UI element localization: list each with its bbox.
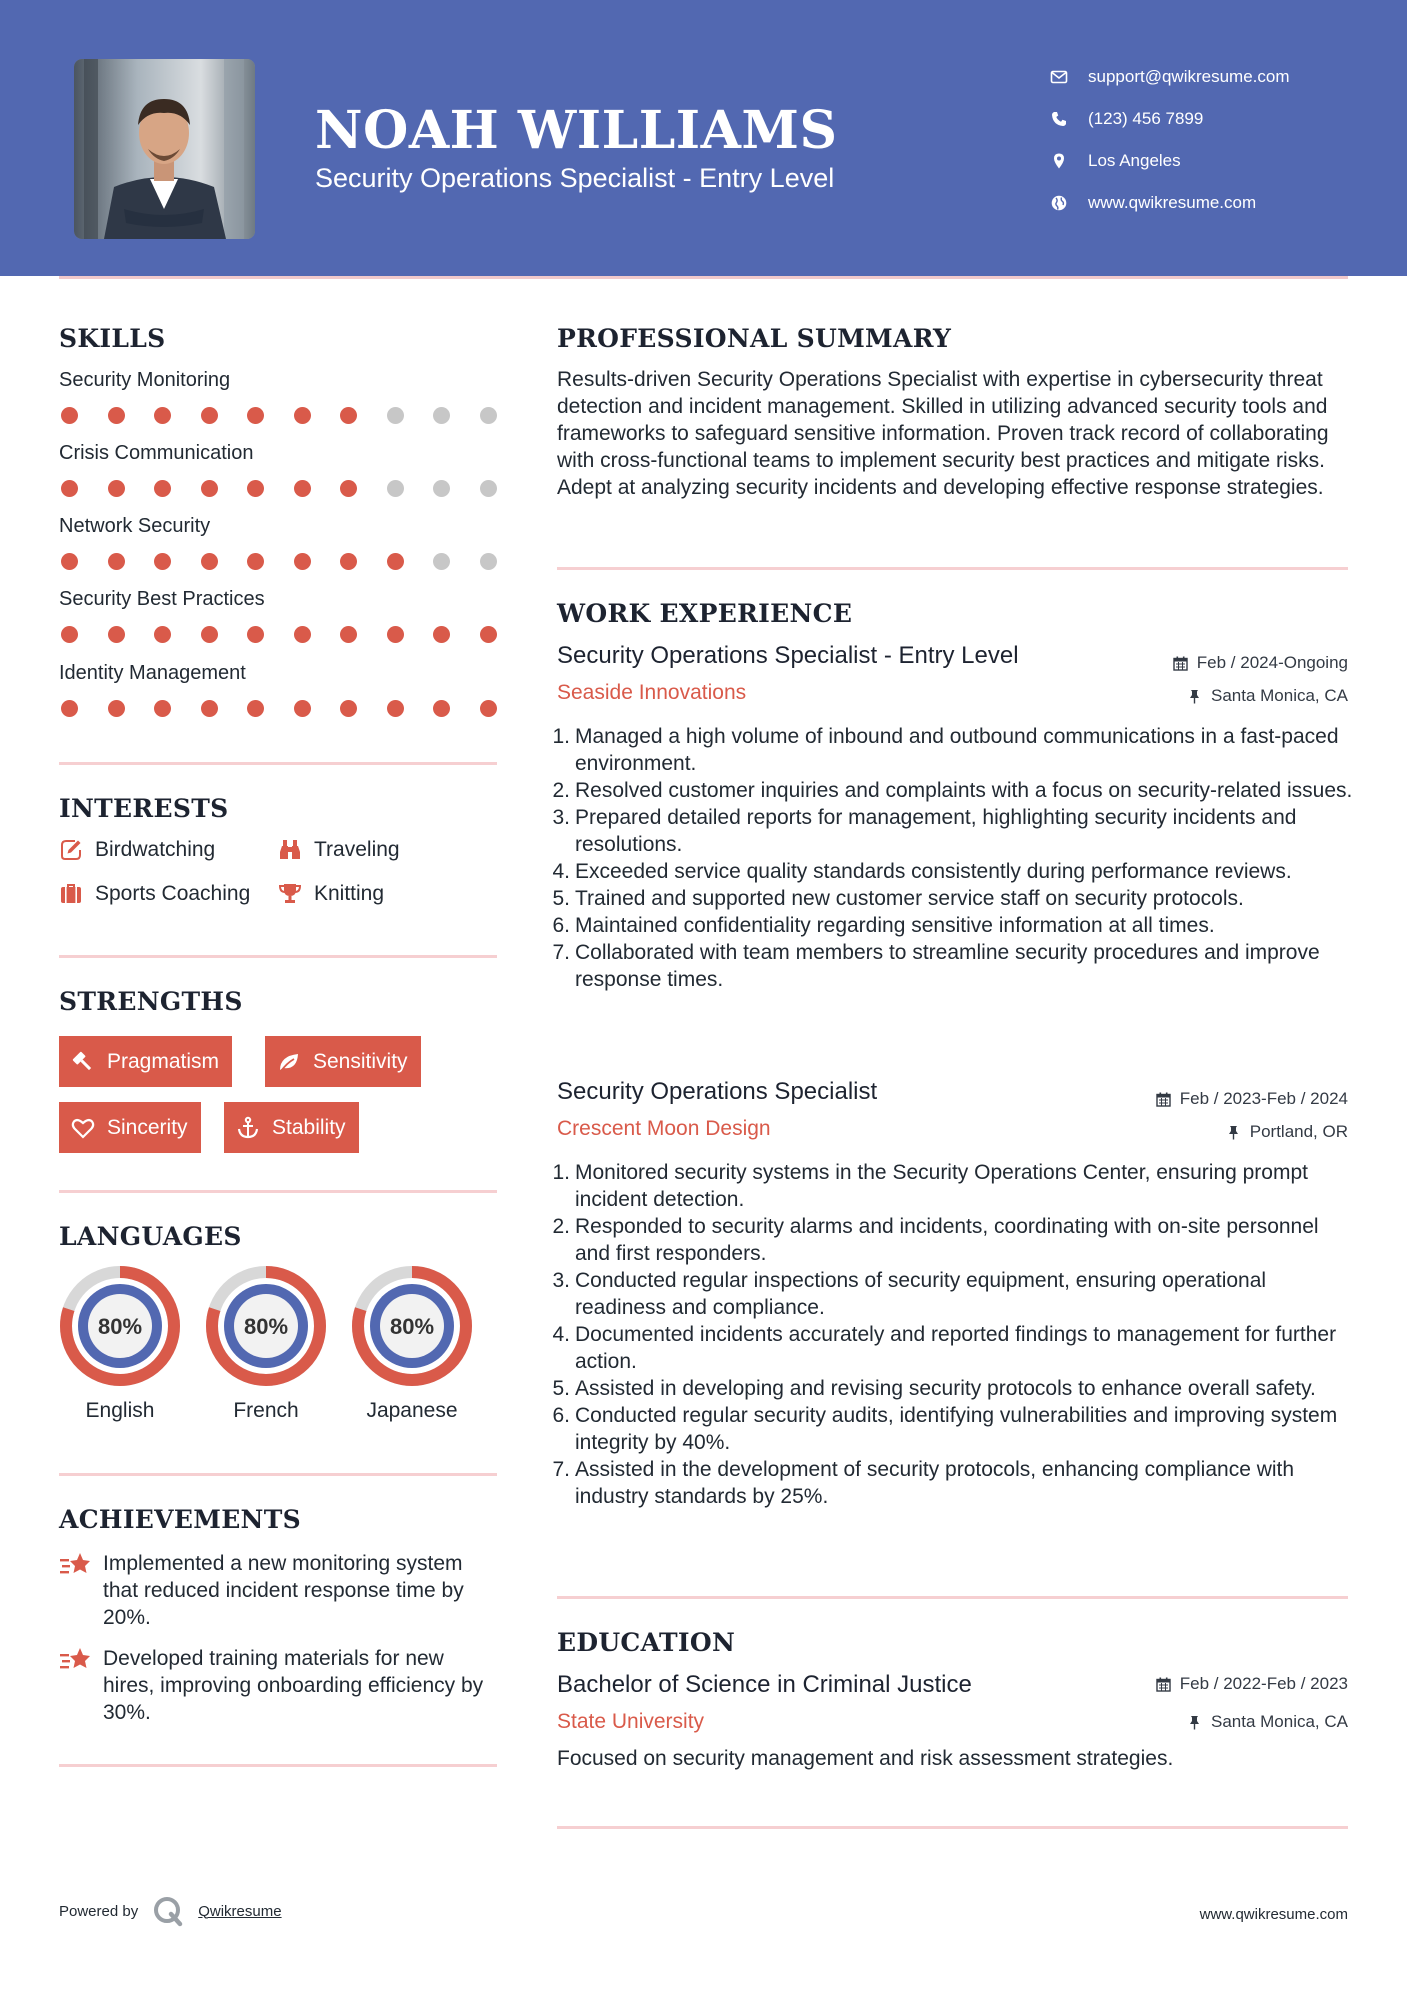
job-bullet: 7. Assisted in the development of security protocols, enhancing compliance with industry standards by 25%. xyxy=(552,1458,1295,1508)
company-name: Crescent Moon Design xyxy=(557,1117,771,1140)
rating-dot-empty xyxy=(480,553,497,570)
language-item xyxy=(59,1265,181,1423)
calendar-icon xyxy=(1173,656,1188,671)
skill-rating xyxy=(59,700,499,717)
edit-icon xyxy=(59,838,83,862)
job-bullet: 6. Conducted regular security audits, identifying vulnerabilities and improving system integrity by 40%. xyxy=(552,1404,1338,1454)
rating-dot-filled xyxy=(247,407,264,424)
language-name: English xyxy=(85,1399,155,1422)
rating-dot-filled xyxy=(247,553,264,570)
achievement-item xyxy=(59,1645,499,1726)
skill-item xyxy=(59,442,499,497)
rating-dot-filled xyxy=(61,407,78,424)
shooting-star-icon xyxy=(59,1550,93,1580)
rating-dot-empty xyxy=(433,480,450,497)
language-percent: 80% xyxy=(389,1314,435,1339)
rating-dot-empty xyxy=(387,407,404,424)
rating-dot-empty xyxy=(433,553,450,570)
skills-heading: SKILLS xyxy=(59,324,166,353)
rating-dot-filled xyxy=(340,407,357,424)
section-divider xyxy=(59,1764,497,1767)
calendar-icon xyxy=(1156,1092,1171,1107)
rating-dot-filled xyxy=(61,700,78,717)
rating-dot-filled xyxy=(387,700,404,717)
experience-heading: WORK EXPERIENCE xyxy=(557,599,853,628)
rating-dot-filled xyxy=(154,700,171,717)
rating-dot-empty xyxy=(433,407,450,424)
section-divider xyxy=(59,1190,497,1193)
rating-dot-filled xyxy=(480,700,497,717)
degree-name: Bachelor of Science in Criminal Justice xyxy=(557,1671,972,1698)
heart-icon xyxy=(71,1116,95,1140)
language-progress-ring xyxy=(351,1265,473,1387)
achievement-text: Implemented a new monitoring system that reduced incident response time by 20%. xyxy=(103,1552,464,1629)
rating-dot-filled xyxy=(108,407,125,424)
job-role: Security Operations Specialist xyxy=(557,1078,878,1105)
strengths-heading: STRENGTHS xyxy=(59,987,243,1016)
language-name: Japanese xyxy=(366,1399,458,1422)
brand-link[interactable]: Qwikresume xyxy=(198,1902,282,1920)
rating-dot-filled xyxy=(108,480,125,497)
job-bullet: 4. Exceeded service quality standards consistently during performance reviews. xyxy=(552,860,1292,883)
interest-label: Traveling xyxy=(314,838,400,861)
rating-dot-filled xyxy=(201,626,218,643)
rating-dot-filled xyxy=(201,553,218,570)
achievement-text: Developed training materials for new hires, improving onboarding efficiency by 30%. xyxy=(103,1647,484,1724)
dates-text: Feb / 2022-Feb / 2023 xyxy=(1179,1674,1348,1693)
phone-icon xyxy=(1050,110,1068,128)
powered-by-text: Powered by xyxy=(59,1902,139,1920)
section-divider xyxy=(59,955,497,958)
skill-rating xyxy=(59,553,499,570)
rating-dot-filled xyxy=(108,626,125,643)
job-bullet: 1. Monitored security systems in the Security Operations Center, ensuring prompt incident detection. xyxy=(552,1161,1308,1211)
skill-name: Network Security xyxy=(59,515,211,537)
footer-powered-by xyxy=(59,1895,282,1927)
section-divider xyxy=(59,762,497,765)
strength-label: Stability xyxy=(272,1115,346,1139)
location-text: Santa Monica, CA xyxy=(1210,686,1348,705)
rating-dot-filled xyxy=(340,700,357,717)
rating-dot-filled xyxy=(294,700,311,717)
location-text: Santa Monica, CA xyxy=(1210,1712,1348,1731)
candidate-name: NOAH WILLIAMS xyxy=(315,100,838,161)
job-bullet: 1. Managed a high volume of inbound and outbound communications in a fast-paced environment. xyxy=(552,725,1339,775)
strength-tag xyxy=(224,1102,359,1153)
rating-dot-filled xyxy=(154,626,171,643)
rating-dot-filled xyxy=(61,553,78,570)
interest-item xyxy=(59,838,215,862)
pushpin-icon xyxy=(1226,1125,1241,1140)
languages-heading: LANGUAGES xyxy=(59,1222,242,1251)
pushpin-icon xyxy=(1187,1715,1202,1730)
job-bullet: 5. Trained and supported new customer service staff on security protocols. xyxy=(552,887,1244,910)
dates-text: Feb / 2023-Feb / 2024 xyxy=(1179,1089,1348,1108)
rating-dot-filled xyxy=(247,700,264,717)
interest-item xyxy=(59,882,250,906)
leaf-icon xyxy=(277,1050,301,1074)
contact-location xyxy=(1050,140,1290,182)
location-text: Portland, OR xyxy=(1249,1122,1348,1141)
header-divider xyxy=(59,276,1348,279)
rating-dot-empty xyxy=(480,480,497,497)
language-item xyxy=(205,1265,327,1423)
rating-dot-filled xyxy=(108,700,125,717)
job-bullet: 4. Documented incidents accurately and reported findings to management for further action. xyxy=(552,1323,1337,1373)
summary-heading: PROFESSIONAL SUMMARY xyxy=(557,324,952,353)
pushpin-icon xyxy=(1187,689,1202,704)
rating-dot-filled xyxy=(294,407,311,424)
rating-dot-filled xyxy=(294,480,311,497)
strength-tag xyxy=(59,1036,232,1087)
rating-dot-filled xyxy=(154,553,171,570)
strength-tag xyxy=(265,1036,421,1087)
education-description: Focused on security management and risk assessment strategies. xyxy=(557,1747,1174,1770)
rating-dot-filled xyxy=(201,700,218,717)
skill-name: Security Best Practices xyxy=(59,588,265,610)
rating-dot-empty xyxy=(387,480,404,497)
rating-dot-filled xyxy=(61,626,78,643)
job-bullet: 2. Responded to security alarms and incidents, coordinating with on-site personnel and first responders. xyxy=(552,1215,1319,1265)
globe-icon xyxy=(1050,194,1068,212)
skill-item xyxy=(59,662,499,717)
rating-dot-filled xyxy=(340,553,357,570)
email-icon xyxy=(1050,68,1068,86)
interest-item xyxy=(278,882,384,906)
skill-item xyxy=(59,588,499,643)
job-location xyxy=(1226,1122,1348,1142)
strength-label: Sincerity xyxy=(107,1115,188,1139)
rating-dot-filled xyxy=(480,626,497,643)
rating-dot-filled xyxy=(340,480,357,497)
school-name: State University xyxy=(557,1710,705,1733)
shooting-star-icon xyxy=(59,1645,93,1675)
rating-dot-filled xyxy=(340,626,357,643)
skill-name: Crisis Communication xyxy=(59,442,254,464)
rating-dot-filled xyxy=(294,553,311,570)
rating-dot-filled xyxy=(61,480,78,497)
contact-website[interactable] xyxy=(1050,182,1290,224)
job-bullet: 3. Prepared detailed reports for management, highlighting security incidents and resolutions. xyxy=(552,806,1297,856)
resume-header xyxy=(0,0,1407,276)
interests-heading: INTERESTS xyxy=(59,794,229,823)
strength-label: Pragmatism xyxy=(107,1049,220,1073)
job-location xyxy=(1187,686,1348,706)
rating-dot-filled xyxy=(387,626,404,643)
gavel-icon xyxy=(71,1050,95,1074)
achievement-item xyxy=(59,1550,499,1631)
language-name: French xyxy=(233,1399,299,1422)
language-percent: 80% xyxy=(243,1314,289,1339)
candidate-title: Security Operations Specialist - Entry Level xyxy=(315,163,835,193)
job-bullet: 5. Assisted in developing and revising security protocols to enhance overall safety. xyxy=(552,1377,1316,1400)
rating-dot-filled xyxy=(247,626,264,643)
job-bullet: 3. Conducted regular inspections of security equipment, ensuring operational readiness and compliance. xyxy=(552,1269,1267,1319)
skill-name: Identity Management xyxy=(59,662,246,684)
job-role: Security Operations Specialist - Entry Level xyxy=(557,642,1019,669)
section-divider xyxy=(557,1596,1348,1599)
job-bullet: 7. Collaborated with team members to streamline security procedures and improve response times. xyxy=(552,941,1320,991)
rating-dot-filled xyxy=(154,480,171,497)
binoculars-icon xyxy=(278,838,302,862)
strength-tag xyxy=(59,1102,201,1153)
summary-text: Results-driven Security Operations Specialist with expertise in cybersecurity threat detection and incident management. Skilled in utilizing advanced security tools and frameworks to safeguard sensitive information. Proven track record of collaborating with cross-functional teams to implement security best practices and mitigate risks. Adept at analyzing security incidents and developing effective response strategies. xyxy=(557,368,1329,499)
education-heading: EDUCATION xyxy=(557,1628,736,1657)
section-divider xyxy=(557,567,1348,570)
education-location xyxy=(1187,1712,1348,1732)
profile-photo xyxy=(74,59,255,239)
rating-dot-filled xyxy=(387,553,404,570)
education-dates xyxy=(1156,1674,1348,1694)
phone-text: (123) 456 7899 xyxy=(1088,109,1204,128)
trophy-icon xyxy=(278,882,302,906)
location-text: Los Angeles xyxy=(1088,151,1181,170)
job-dates xyxy=(1173,653,1348,673)
rating-dot-filled xyxy=(433,626,450,643)
rating-dot-filled xyxy=(433,700,450,717)
rating-dot-filled xyxy=(201,480,218,497)
strength-label: Sensitivity xyxy=(313,1049,408,1073)
language-item xyxy=(351,1265,473,1423)
dates-text: Feb / 2024-Ongoing xyxy=(1196,653,1348,672)
rating-dot-filled xyxy=(247,480,264,497)
skill-name: Security Monitoring xyxy=(59,369,231,391)
job-bullet: 6. Maintained confidentiality regarding sensitive information at all times. xyxy=(552,914,1215,937)
calendar-icon xyxy=(1156,1677,1171,1692)
rating-dot-filled xyxy=(154,407,171,424)
job-bullets xyxy=(552,1159,1357,1510)
section-divider xyxy=(557,1826,1348,1829)
qwikresume-logo-icon xyxy=(152,1895,184,1927)
anchor-icon xyxy=(236,1116,260,1140)
interest-item xyxy=(278,838,400,862)
language-percent: 80% xyxy=(97,1314,143,1339)
job-dates xyxy=(1156,1089,1348,1109)
contact-phone[interactable] xyxy=(1050,98,1290,140)
achievements-heading: ACHIEVEMENTS xyxy=(59,1505,301,1534)
language-progress-ring xyxy=(59,1265,181,1387)
job-bullet: 2. Resolved customer inquiries and complaints with a focus on security-related issues. xyxy=(552,779,1353,802)
interest-label: Knitting xyxy=(314,882,385,905)
language-progress-ring xyxy=(205,1265,327,1387)
skill-rating xyxy=(59,407,499,424)
website-text: www.qwikresume.com xyxy=(1088,193,1257,212)
contact-info xyxy=(1050,56,1290,224)
company-name: Seaside Innovations xyxy=(557,681,747,704)
interest-label: Sports Coaching xyxy=(95,882,251,905)
skill-rating xyxy=(59,480,499,497)
skill-item xyxy=(59,369,499,424)
footer-website[interactable]: www.qwikresume.com xyxy=(1199,1906,1348,1923)
interest-label: Birdwatching xyxy=(95,838,216,861)
location-pin-icon xyxy=(1050,152,1068,170)
rating-dot-filled xyxy=(108,553,125,570)
skill-item xyxy=(59,515,499,570)
rating-dot-filled xyxy=(294,626,311,643)
rating-dot-empty xyxy=(480,407,497,424)
briefcase-icon xyxy=(59,882,83,906)
section-divider xyxy=(59,1473,497,1476)
job-bullets xyxy=(552,723,1357,993)
rating-dot-filled xyxy=(201,407,218,424)
email-text: support@qwikresume.com xyxy=(1088,67,1290,86)
contact-email[interactable] xyxy=(1050,56,1290,98)
skill-rating xyxy=(59,626,499,643)
